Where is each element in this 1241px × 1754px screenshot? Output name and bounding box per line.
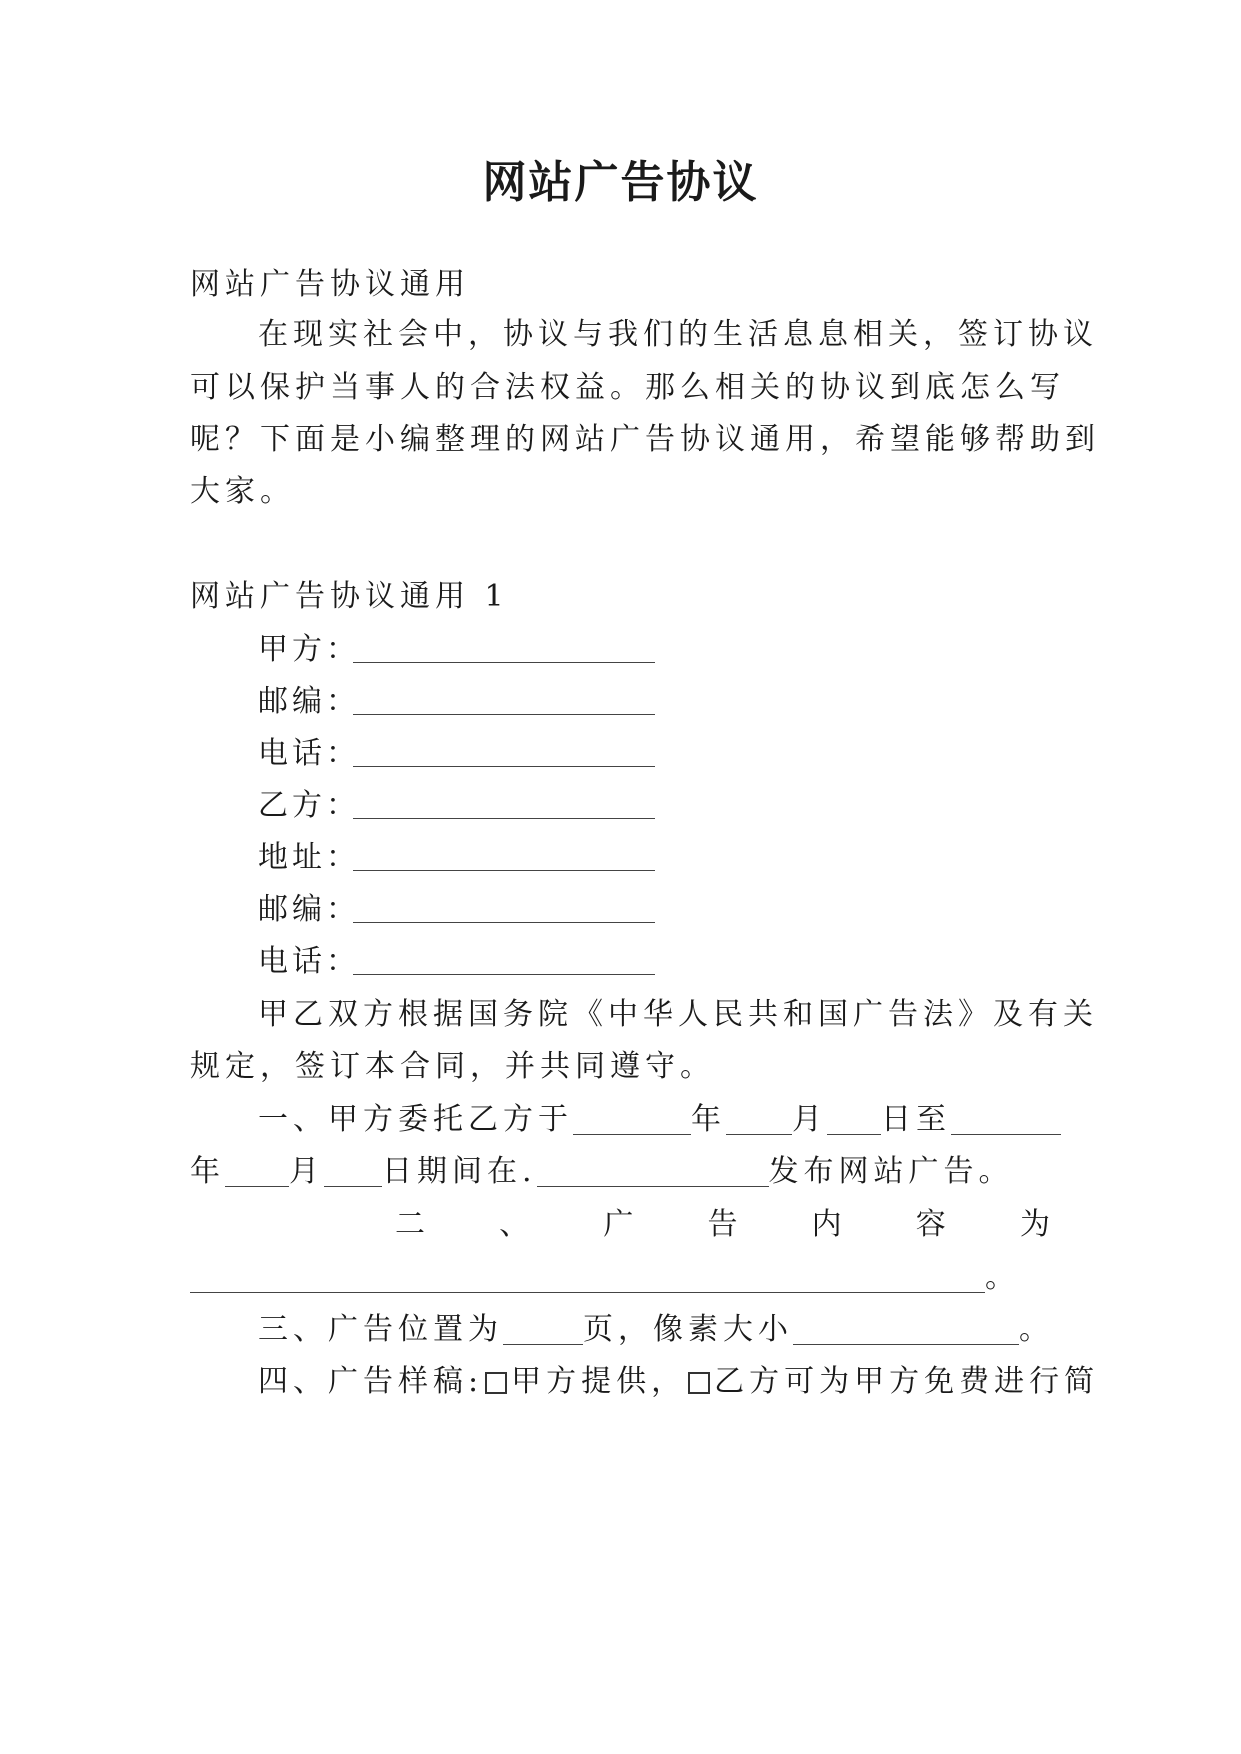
field-label: 邮编： [258,684,360,719]
clause-char: 内 [811,1207,842,1242]
intro-line-3: 呢？下面是小编整理的网站广告协议通用，希望能够帮助到 [190,422,1100,457]
checkbox-icon [688,1372,710,1394]
blank-line [353,686,655,715]
clause-3 [258,1310,1054,1350]
field-label: 甲方： [258,632,360,667]
clause-char: 二 [395,1207,425,1242]
field-label: 邮编： [258,892,360,927]
field-label: 电话： [258,736,360,771]
blank-line [190,1264,985,1293]
field-party-b [258,786,655,826]
clause-char: 、 [499,1207,530,1242]
intro-line-4: 大家。 [190,474,295,509]
intro-line-2: 可以保护当事人的合法权益。那么相关的协议到底怎么写 [190,370,1065,405]
field-party-a [258,630,655,670]
clause-2-line-1 [395,1205,1050,1245]
clause-char: 告 [707,1207,738,1242]
blank-line [324,1158,382,1187]
clause-text: 。 [1019,1312,1054,1347]
field-postcode-b [258,890,655,930]
field-label: 地址： [258,840,360,875]
clause-text: 一、甲方委托乙方于 [258,1102,573,1137]
blank-line [353,634,655,663]
clause-text: 乙方可为甲方免费进行简 [714,1364,1100,1399]
blank-line [827,1106,881,1135]
blank-line [793,1316,1019,1345]
blank-line [353,790,655,819]
clause-text: 甲方提供， [511,1364,687,1399]
field-postcode-a [258,682,655,722]
clause-char: 广 [603,1207,634,1242]
clause-2-line-2 [190,1258,1050,1298]
clause-text: 日至 [881,1102,951,1137]
clause-text: 日期间在. [382,1154,537,1189]
blank-line [225,1158,289,1187]
clause-text: 月 [792,1102,827,1137]
law-line-1: 甲乙双方根据国务院《中华人民共和国广告法》及有关 [258,997,1098,1032]
field-address-b [258,838,655,878]
clause-char: 为 [1019,1207,1050,1242]
blank-line [726,1106,792,1135]
clause-1-line-2 [190,1152,1050,1192]
clause-4 [258,1362,1100,1402]
clause-text: 。 [985,1260,1015,1295]
clause-text: 月 [289,1154,324,1189]
field-phone-b [258,942,655,982]
document-title: 网站广告协议 [482,157,759,208]
blank-line [353,842,655,871]
blank-line [353,946,655,975]
blank-line [503,1316,583,1345]
clause-text: 年 [190,1154,225,1189]
field-label: 乙方： [258,788,360,823]
clause-text: 四、广告样稿: [258,1364,484,1399]
clause-1-line-1 [258,1100,1050,1140]
checkbox-icon [485,1372,507,1394]
agreement-heading: 网站广告协议通用 1 [190,579,509,614]
clause-char: 容 [915,1207,946,1242]
blank-line [537,1158,769,1187]
clause-text: 年 [691,1102,726,1137]
intro-line-1: 在现实社会中，协议与我们的生活息息相关，签订协议 [258,317,1098,352]
blank-line [353,738,655,767]
section-heading: 网站广告协议通用 [190,267,470,302]
clause-text: 页，像素大小 [583,1312,793,1347]
field-phone-a [258,734,655,774]
blank-line [573,1106,691,1135]
clause-text: 发布网站广告。 [768,1154,1014,1189]
field-label: 电话： [258,944,360,979]
blank-line [951,1106,1061,1135]
blank-line [353,894,655,923]
law-line-2: 规定，签订本合同，并共同遵守。 [190,1049,715,1084]
clause-text: 三、广告位置为 [258,1312,503,1347]
